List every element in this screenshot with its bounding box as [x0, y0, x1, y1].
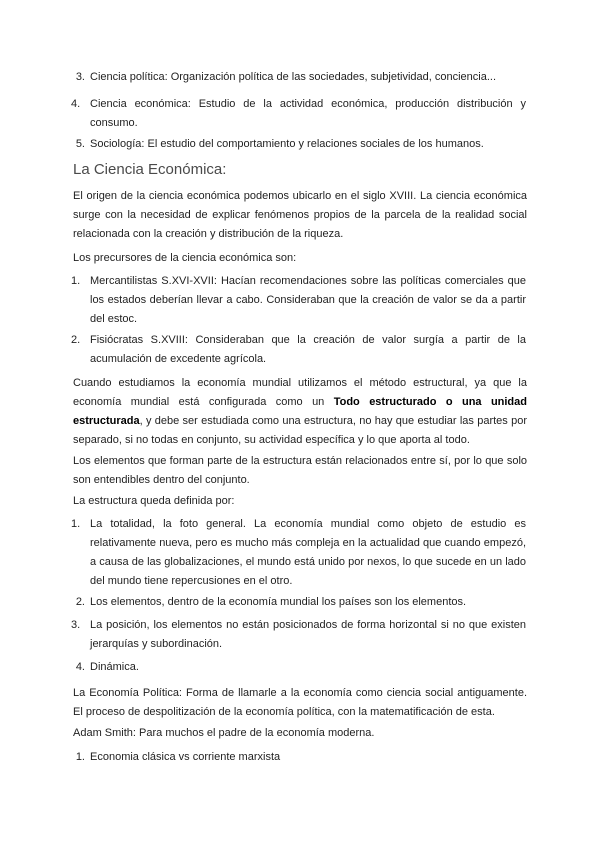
- list-item: [75, 135, 526, 154]
- paragraph-intro: El origen de la ciencia económica podemos ubicarlo en el siglo XVIII. La ciencia económica surge con la necesidad de explicar fenómenos propios de la parcela de la realidad social relacionada con la creación y distribución de la riqueza.: [73, 190, 527, 240]
- paragraph-estructura: La estructura queda definida por:: [73, 495, 235, 507]
- paragraph-elementos: Los elementos que forman parte de la estructura están relacionados entre sí, por lo que solo son entendibles dentro del conjunto.: [73, 455, 527, 486]
- bold-text: Todo estructurado o una unidad estructurada: [73, 396, 527, 427]
- list-number: 4.: [71, 98, 81, 110]
- list-text: Ciencia económica: Estudio de la actividad económica, producción distribución y consumo.: [90, 98, 526, 129]
- paragraph-economia-politica: La Economía Política: Forma de llamarle a la economía como ciencia social antiguamente. El proceso de despolitización de la economía política, con la matematificación de esta.: [73, 687, 527, 718]
- list-item: [75, 748, 526, 767]
- list-text: Dinámica.: [90, 661, 139, 673]
- text-run: Cuando estudiamos la economía mundial utilizamos el método estructural, ya que la economía mundial está configurada como un: [73, 377, 527, 408]
- list-text: La totalidad, la foto general. La economía mundial como objeto de estudio es relativamente nueva, pero es mucho más compleja en la actualidad que cuando empezó, a causa de las globalizaciones, el mundo está unido por nexos, lo que sucede en un lado del mundo tiene repercusiones en el otro.: [90, 518, 526, 587]
- paragraph-adam-smith: Adam Smith: Para muchos el padre de la economía moderna.: [73, 727, 375, 739]
- list-text: Fisiócratas S.XVIII: Consideraban que la creación de valor surgía a partir de la acumulación de excedente agrícola.: [90, 334, 526, 365]
- list-item: [75, 68, 526, 87]
- list-number: 2.: [71, 334, 81, 346]
- section-heading: La Ciencia Económica:: [73, 161, 227, 178]
- list-text: Mercantilistas S.XVI-XVII: Hacían recomendaciones sobre las políticas comerciales que los estados deberían llevar a cabo. Consideraban que la creación de valor se da a partir del estoc.: [90, 275, 526, 325]
- list-number: 5.: [75, 138, 85, 150]
- list-text: Sociología: El estudio del comportamiento y relaciones sociales de los humanos.: [90, 138, 484, 150]
- list-item: [71, 616, 526, 654]
- list-item: [71, 95, 526, 133]
- paragraph-estructural: [73, 374, 527, 450]
- list-number: 4.: [75, 661, 85, 673]
- list-number: 3.: [75, 71, 85, 83]
- list-item: [71, 272, 526, 329]
- list-item: [75, 658, 526, 677]
- list-text: Los elementos, dentro de la economía mundial los países son los elementos.: [90, 596, 467, 608]
- list-number: 1.: [75, 751, 85, 763]
- list-item: [71, 331, 526, 369]
- list-item: [75, 593, 526, 612]
- list-item: [71, 515, 526, 591]
- list-number: 1.: [71, 275, 81, 287]
- list-number: 1.: [71, 518, 81, 530]
- paragraph-precursores: Los precursores de la ciencia económica son:: [73, 252, 297, 264]
- list-number: 2.: [75, 596, 85, 608]
- list-text: Economia clásica vs corriente marxista: [90, 751, 281, 763]
- text-run: , y debe ser estudiada como una estructura, no hay que estudiar las partes por separado, si no todas en conjunto, su actividad específica y lo que aporta al todo.: [73, 415, 527, 446]
- list-number: 3.: [71, 619, 81, 631]
- list-text: Ciencia política: Organización política de las sociedades, subjetividad, conciencia...: [90, 71, 497, 83]
- list-text: La posición, los elementos no están posicionados de forma horizontal si no que existen jerarquías y subordinación.: [90, 619, 526, 650]
